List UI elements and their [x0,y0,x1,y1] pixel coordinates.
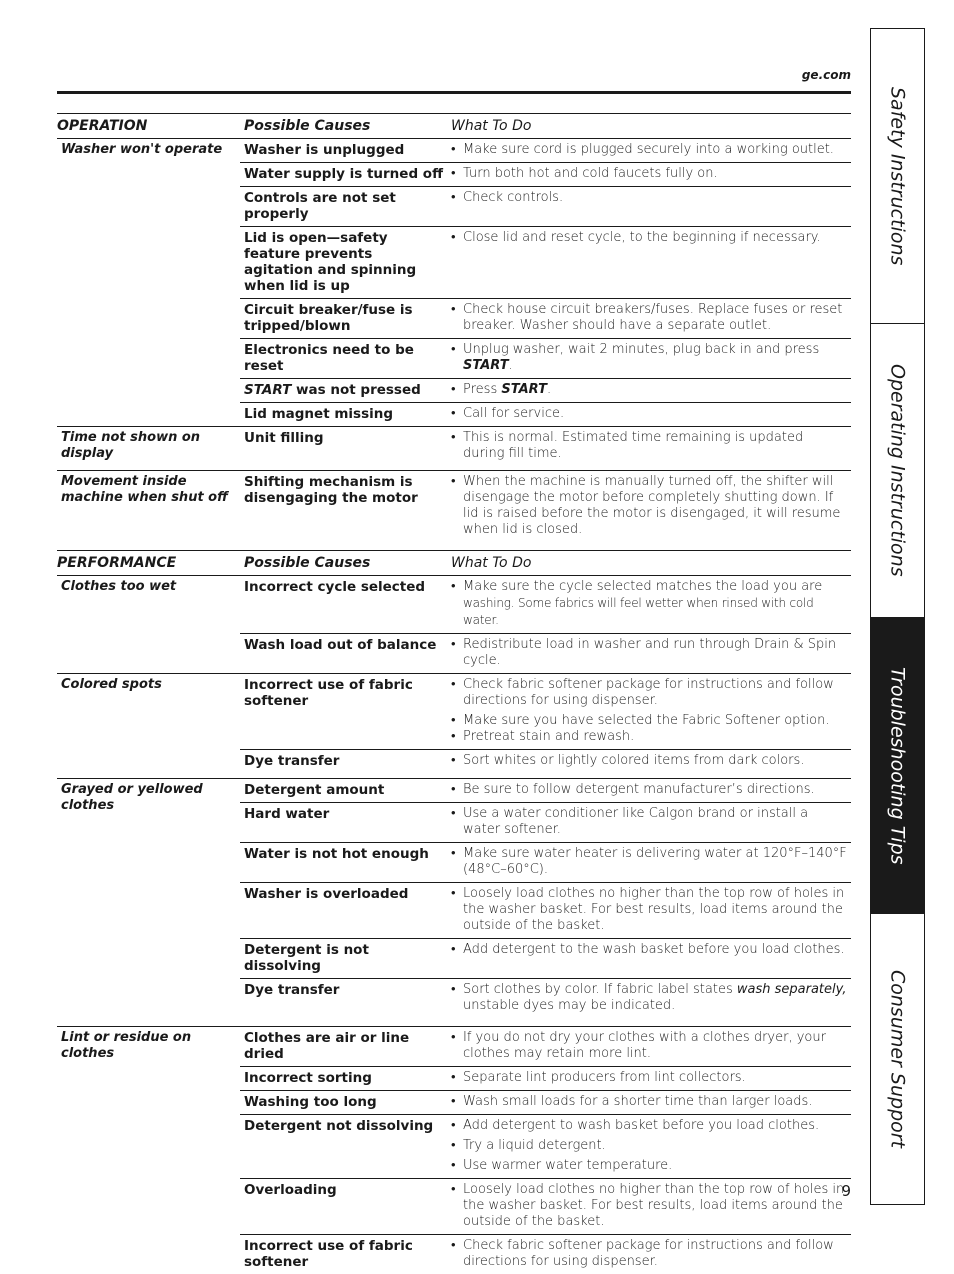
todo-cell [447,299,851,339]
cause-cell: Dye transfer [240,979,447,1027]
todo-text: . [509,358,513,373]
todo-cell [447,427,851,471]
cause-cell: Unit filling [240,427,447,471]
tab-label: Consumer Support [887,970,909,1148]
todo-text: . [547,382,551,397]
todo-cell [447,750,851,779]
todo-cell [447,1115,851,1179]
tab-label: Operating Instructions [887,364,909,577]
todo-text: Unplug washer, wait 2 minutes, plug back in and press [463,342,819,357]
category-heading: OPERATION [57,114,240,139]
todo-cell [447,1179,851,1235]
cause-cell [240,379,447,403]
bullet-item: • Loosely load clothes no higher than the top row of holes in the washer basket. For best results, load items around the outside of the basket. [451,1182,847,1230]
todo-cell [447,939,851,979]
todo-text: Sort clothes by color. If fabric label states [463,982,737,997]
bullet-item: • Call for service. [451,406,847,422]
problem-label: Lint or residue on clothes [57,1027,240,1274]
problem-label: Grayed or yellowed clothes [57,779,240,1027]
bullet-item: • Add detergent to the wash basket before you load clothes. [451,942,847,958]
todo-cell [447,139,851,163]
category-heading: PERFORMANCE [57,551,240,576]
troubleshooting-table [57,113,851,1274]
bullet-item: • When the machine is manually turned off, the shifter will disengage the motor before completely shutting down. If lid is raised before the motor is disengaged, it will resume when lid is closed. [451,474,847,538]
todo-heading: What To Do [447,114,851,139]
tab-consumer-support[interactable] [871,914,924,1204]
tab-safety-instructions[interactable] [871,29,924,324]
cause-cell: Lid is open—safety feature prevents agitation and spinning when lid is up [240,227,447,299]
table-row [57,427,851,471]
bullet-item: • This is normal. Estimated time remaining is updated during fill time. [451,430,847,462]
start-emphasis: START [244,382,291,398]
cause-cell: Washer is overloaded [240,883,447,939]
bullet-item: • Check fabric softener package for instructions and follow directions for using dispenser. [451,677,847,709]
todo-cell [447,674,851,750]
tab-label: Safety Instructions [887,87,909,265]
cause-cell: Detergent amount [240,779,447,803]
todo-cell [447,471,851,551]
bullet-item: • Wash small loads for a shorter time than larger loads. [451,1094,847,1110]
todo-cell [447,979,851,1027]
table-row [57,576,851,634]
start-emphasis: START [463,358,509,373]
cause-cell: Overloading [240,1179,447,1235]
bullet-item: • Pretreat stain and rewash. [451,729,847,745]
bullet-item [451,982,847,1014]
bullet-item: • Make sure water heater is delivering water at 120°F–140°F (48°C–60°C). [451,846,847,878]
bullet-item: • Sort whites or lightly colored items from dark colors. [451,753,847,769]
operation-header [57,114,851,139]
todo-cell [447,1235,851,1274]
todo-cell [447,843,851,883]
todo-cell [447,576,851,634]
table-row [57,1027,851,1067]
bullet-item: • Loosely load clothes no higher than the top row of holes in the washer basket. For best results, load items around the outside of the basket. [451,886,847,934]
cause-cell: Lid magnet missing [240,403,447,427]
cause-cell: Washing too long [240,1091,447,1115]
top-rule [57,91,851,94]
causes-heading: Possible Causes [240,114,447,139]
start-emphasis: START [501,382,547,397]
todo-heading: What To Do [447,551,851,576]
bullet-item: • Use warmer water temperature. [451,1158,847,1174]
bullet-item: • Add detergent to wash basket before you load clothes. [451,1118,847,1134]
todo-cell [447,1027,851,1067]
todo-cell [447,779,851,803]
todo-cell [447,403,851,427]
bullet-item: • Be sure to follow detergent manufacturer’s directions. [451,782,847,798]
cause-cell: Shifting mechanism is disengaging the motor [240,471,447,551]
cause-cell: Incorrect sorting [240,1067,447,1091]
cause-cell: Controls are not set properly [240,187,447,227]
bullet-item: • Check fabric softener package for instructions and follow directions for using dispenser. [451,1238,847,1270]
todo-cell [447,634,851,674]
table-row [57,471,851,551]
page-number: 9 [841,1182,851,1200]
todo-cell [447,1067,851,1091]
table-row [57,139,851,163]
cause-text: was not pressed [291,382,420,398]
problem-label: Clothes too wet [57,576,240,674]
cause-cell: Detergent not dissolving [240,1115,447,1179]
todo-cell [447,187,851,227]
tab-operating-instructions[interactable] [871,324,924,618]
cause-cell: Detergent is not dissolving [240,939,447,979]
cause-cell: Electronics need to be reset [240,339,447,379]
table-row [57,674,851,750]
cause-cell: Washer is unplugged [240,139,447,163]
todo-text: Press [463,382,501,397]
todo-text: unstable dyes may be indicated. [463,998,675,1013]
cause-cell: Clothes are air or line dried [240,1027,447,1067]
site-url: ge.com [802,68,851,82]
performance-header [57,551,851,576]
problem-label: Colored spots [57,674,240,779]
causes-heading: Possible Causes [240,551,447,576]
todo-cell [447,803,851,843]
bullet-item: • Make sure cord is plugged securely into a working outlet. [451,142,847,158]
bullet-item: • Make sure you have selected the Fabric Softener option. [451,713,847,729]
bullet-item [451,579,847,629]
cause-cell: Water supply is turned off [240,163,447,187]
bullet-item: • If you do not dry your clothes with a clothes dryer, your clothes may retain more lint. [451,1030,847,1062]
todo-emphasis: wash separately, [737,982,847,997]
bullet-item [451,342,847,374]
tab-troubleshooting-tips[interactable] [871,618,924,914]
todo-cell [447,227,851,299]
todo-cell [447,1091,851,1115]
problem-label: Movement inside machine when shut off [57,471,240,551]
todo-cell [447,379,851,403]
bullet-item: • Close lid and reset cycle, to the beginning if necessary. [451,230,847,246]
cause-cell: Dye transfer [240,750,447,779]
cause-cell: Wash load out of balance [240,634,447,674]
bullet-item: • Separate lint producers from lint collectors. [451,1070,847,1086]
section-tabs [870,28,925,1205]
bullet-item: • Turn both hot and cold faucets fully on. [451,166,847,182]
problem-label: Washer won't operate [57,139,240,427]
cause-cell: Water is not hot enough [240,843,447,883]
bullet-item: • Redistribute load in washer and run through Drain & Spin cycle. [451,637,847,669]
tab-label: Troubleshooting Tips [887,667,909,865]
cause-cell: Circuit breaker/fuse is tripped/blown [240,299,447,339]
todo-cell [447,339,851,379]
problem-label: Time not shown on display [57,427,240,471]
todo-text: washing. Some fabrics will feel wetter when rinsed with cold water. [463,596,814,627]
todo-cell [447,163,851,187]
bullet-item: • Check house circuit breakers/fuses. Replace fuses or reset breaker. Washer should have a separate outlet. [451,302,847,334]
bullet-item [451,382,847,398]
todo-text: Make sure the cycle selected matches the load you are [463,579,822,594]
table-row [57,779,851,803]
cause-cell: Hard water [240,803,447,843]
cause-cell: Incorrect use of fabric softener [240,1235,447,1274]
cause-cell: Incorrect use of fabric softener [240,674,447,750]
bullet-item: • Check controls. [451,190,847,206]
cause-cell: Incorrect cycle selected [240,576,447,634]
todo-cell [447,883,851,939]
bullet-item: • Use a water conditioner like Calgon brand or install a water softener. [451,806,847,838]
bullet-item: • Try a liquid detergent. [451,1138,847,1154]
